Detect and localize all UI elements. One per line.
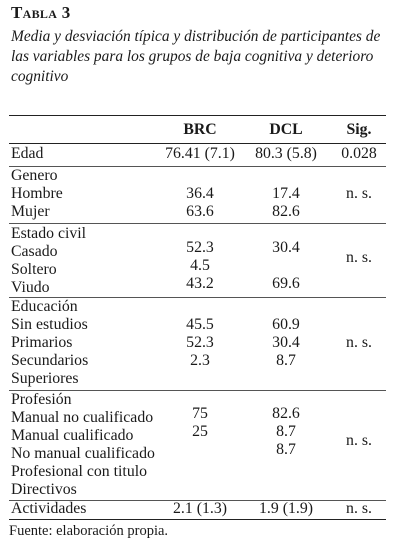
column-header-brc: BRC	[183, 121, 217, 138]
row-label: Manual no cualificado	[11, 409, 154, 426]
cell-brc: 45.5	[186, 316, 214, 333]
cell-brc: 43.2	[186, 275, 214, 292]
table-label: Tabla 3	[11, 3, 71, 22]
cell-brc: 75	[192, 405, 208, 422]
cell-dcl: 30.4	[272, 239, 300, 256]
row-label: No manual cualificado	[11, 445, 155, 462]
cell-sig: n. s.	[346, 500, 372, 517]
cell-brc: 76.41 (7.1)	[165, 145, 235, 162]
table-footnote: Fuente: elaboración propia.	[9, 523, 169, 539]
row-label: Sin estudios	[11, 316, 88, 333]
section-divider	[9, 223, 386, 224]
cell-dcl: 69.6	[272, 275, 300, 292]
cell-brc: 52.3	[186, 239, 214, 256]
column-header-dcl: DCL	[269, 121, 303, 138]
cell-dcl: 82.6	[272, 405, 300, 422]
cell-dcl: 82.6	[272, 203, 300, 220]
column-header-sig: Sig.	[346, 121, 372, 138]
table-top-rule	[9, 115, 386, 116]
cell-brc: 2.3	[190, 352, 210, 369]
header-rule	[9, 143, 386, 144]
section-divider	[9, 166, 386, 167]
cell-dcl: 8.7	[276, 441, 296, 458]
row-label: Superiores	[11, 370, 79, 387]
cell-sig: n. s.	[346, 185, 372, 202]
cell-dcl: 8.7	[276, 423, 296, 440]
row-label: Soltero	[11, 261, 57, 278]
cell-dcl: 17.4	[272, 185, 300, 202]
row-label: Manual cualificado	[11, 427, 134, 444]
cell-dcl: 80.3 (5.8)	[255, 145, 317, 162]
section-label-estado-civil: Estado civil	[11, 225, 87, 242]
cell-dcl: 60.9	[272, 316, 300, 333]
cell-sig: n. s.	[346, 432, 372, 449]
section-label-profesion: Profesión	[11, 391, 72, 408]
cell-dcl: 8.7	[276, 352, 296, 369]
cell-brc: 52.3	[186, 334, 214, 351]
row-label: Profesional con titulo	[11, 463, 148, 480]
row-label: Actividades	[11, 500, 87, 517]
row-label: Directivos	[11, 481, 77, 498]
section-label-educacion: Educación	[11, 298, 78, 315]
cell-sig: 0.028	[341, 145, 377, 162]
cell-brc: 63.6	[186, 203, 214, 220]
cell-dcl: 30.4	[272, 334, 300, 351]
section-label-genero: Genero	[11, 167, 58, 184]
row-label: Edad	[11, 145, 44, 162]
cell-sig: n. s.	[346, 334, 372, 351]
row-label: Casado	[11, 243, 58, 260]
table-caption: Media y desviación típica y distribución de participantes de las variables para los grupos de baja cognitiva y deterioro cognitivo	[11, 28, 381, 85]
row-label: Hombre	[11, 185, 63, 202]
table-bottom-rule	[9, 519, 386, 520]
cell-dcl: 1.9 (1.9)	[259, 500, 313, 517]
row-label: Secundarios	[11, 352, 89, 369]
cell-brc: 2.1 (1.3)	[173, 500, 227, 517]
cell-brc: 4.5	[190, 257, 210, 274]
row-label: Viudo	[11, 279, 50, 296]
row-label: Mujer	[11, 203, 50, 220]
cell-brc: 25	[192, 423, 208, 440]
row-label: Primarios	[11, 334, 73, 351]
cell-sig: n. s.	[346, 249, 372, 266]
cell-brc: 36.4	[186, 185, 214, 202]
